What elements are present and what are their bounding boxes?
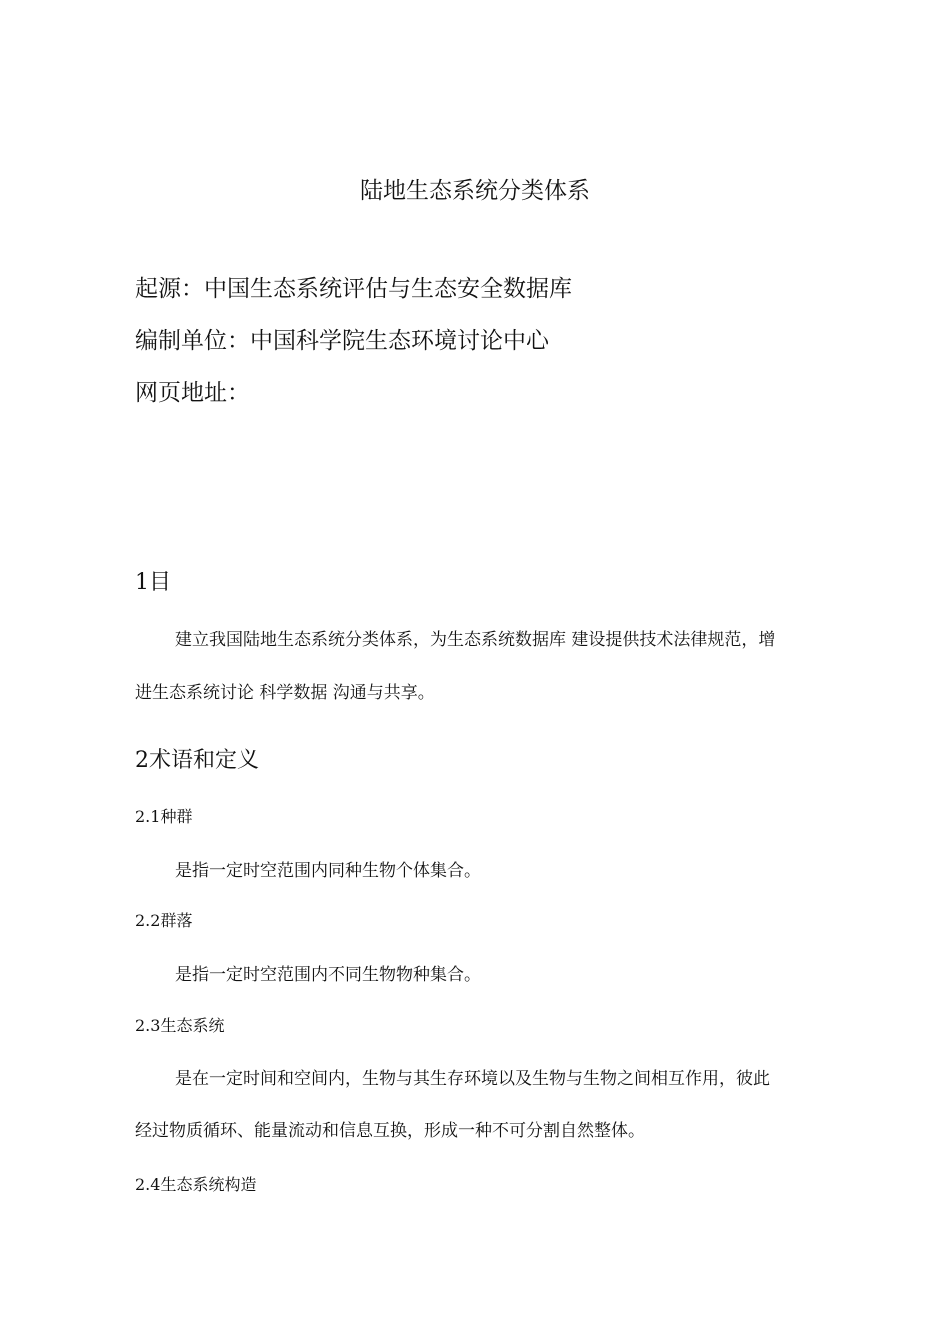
definition-2-4-heading: 2.4生态系统构造: [135, 1175, 257, 1194]
definition-2-2-heading: 2.2群落: [135, 911, 193, 930]
web-address-line: 网页地址：: [135, 380, 250, 406]
definition-2-1-text: 是指一定时空范围内同种生物个体集合。: [175, 861, 481, 881]
definition-2-3-text-line-2: 经过物质循环、能量流动和信息互换，形成一种不可分割自然整体。: [135, 1121, 645, 1141]
definition-2-2-text: 是指一定时空范围内不同生物物种集合。: [175, 965, 481, 985]
document-title: 陆地生态系统分类体系: [360, 178, 590, 204]
compiler-unit-line: 编制单位：中国科学院生态环境讨论中心: [135, 328, 549, 354]
section-2-heading: 2术语和定义: [135, 748, 259, 773]
section-1-paragraph-line-1: 建立我国陆地生态系统分类体系，为生态系统数据库 建设提供技术法律规范，增: [175, 630, 776, 650]
definition-2-1-heading: 2.1种群: [135, 807, 193, 826]
definition-2-3-heading: 2.3生态系统: [135, 1016, 225, 1035]
definition-2-3-text-line-1: 是在一定时间和空间内，生物与其生存环境以及生物与生物之间相互作用，彼此: [175, 1069, 770, 1089]
source-line: 起源：中国生态系统评估与生态安全数据库: [135, 276, 572, 302]
section-1-heading: 1目: [135, 570, 171, 595]
section-1-paragraph-line-2: 进生态系统讨论 科学数据 沟通与共享。: [135, 683, 435, 703]
